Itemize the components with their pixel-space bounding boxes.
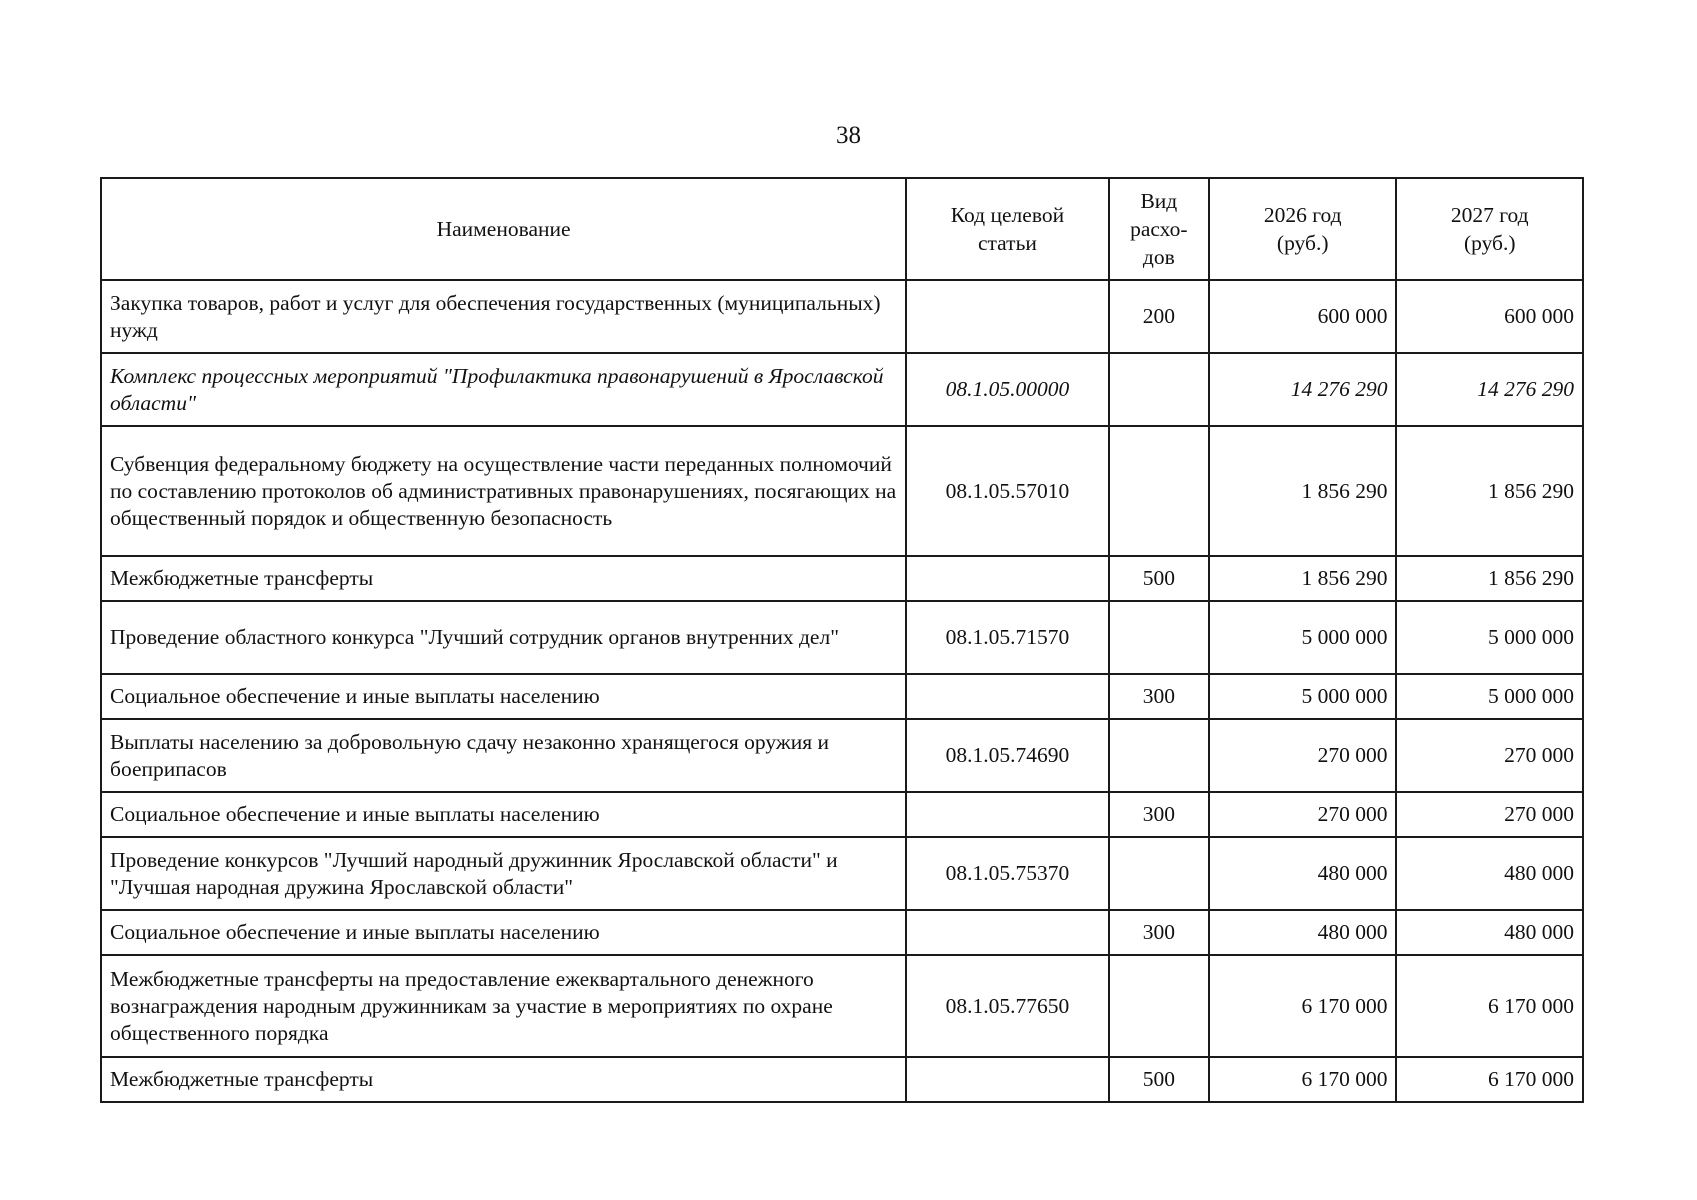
cell-2027: 14 276 290 (1396, 353, 1583, 426)
header-2027: 2027 год (руб.) (1396, 178, 1583, 280)
cell-2026: 270 000 (1209, 719, 1397, 792)
cell-2026: 270 000 (1209, 792, 1397, 837)
cell-type (1109, 353, 1209, 426)
cell-code (906, 910, 1109, 955)
cell-type: 200 (1109, 280, 1209, 353)
table-row (101, 353, 1583, 426)
table-row (101, 556, 1583, 601)
cell-type (1109, 601, 1209, 674)
cell-type (1109, 837, 1209, 910)
table-row (101, 601, 1583, 674)
cell-2027: 270 000 (1396, 792, 1583, 837)
cell-2027: 270 000 (1396, 719, 1583, 792)
page-number: 38 (836, 122, 861, 149)
table-row (101, 837, 1583, 910)
cell-2026: 14 276 290 (1209, 353, 1397, 426)
header-2026: 2026 год (руб.) (1209, 178, 1397, 280)
cell-code: 08.1.05.75370 (906, 837, 1109, 910)
cell-2026: 5 000 000 (1209, 674, 1397, 719)
cell-name: Проведение конкурсов "Лучший народный дружинник Ярославской области" и "Лучшая народная дружина Ярославской области" (101, 837, 906, 910)
table-row (101, 792, 1583, 837)
cell-2026: 1 856 290 (1209, 556, 1397, 601)
table-row (101, 280, 1583, 353)
cell-name: Социальное обеспечение и иные выплаты населению (101, 792, 906, 837)
cell-2027: 5 000 000 (1396, 674, 1583, 719)
header-code: Код целевой статьи (906, 178, 1109, 280)
cell-name: Выплаты населению за добровольную сдачу незаконно хранящегося оружия и боеприпасов (101, 719, 906, 792)
cell-type (1109, 426, 1209, 556)
cell-code: 08.1.05.77650 (906, 955, 1109, 1057)
cell-code (906, 792, 1109, 837)
cell-name: Социальное обеспечение и иные выплаты населению (101, 910, 906, 955)
cell-type: 300 (1109, 910, 1209, 955)
cell-type: 500 (1109, 1057, 1209, 1102)
table-row (101, 674, 1583, 719)
cell-name: Межбюджетные трансферты (101, 1057, 906, 1102)
cell-2026: 600 000 (1209, 280, 1397, 353)
cell-2026: 5 000 000 (1209, 601, 1397, 674)
cell-2027: 5 000 000 (1396, 601, 1583, 674)
cell-2027: 6 170 000 (1396, 1057, 1583, 1102)
table-row (101, 719, 1583, 792)
cell-2026: 480 000 (1209, 910, 1397, 955)
cell-2027: 1 856 290 (1396, 426, 1583, 556)
cell-type (1109, 719, 1209, 792)
cell-name: Комплекс процессных мероприятий "Профилактика правонарушений в Ярославской области" (101, 353, 906, 426)
cell-code (906, 674, 1109, 719)
table-row (101, 955, 1583, 1057)
cell-2027: 480 000 (1396, 910, 1583, 955)
cell-code (906, 556, 1109, 601)
budget-table (100, 177, 1584, 1103)
cell-2027: 480 000 (1396, 837, 1583, 910)
cell-code: 08.1.05.71570 (906, 601, 1109, 674)
cell-2027: 600 000 (1396, 280, 1583, 353)
cell-name: Проведение областного конкурса "Лучший сотрудник органов внутренних дел" (101, 601, 906, 674)
cell-2026: 6 170 000 (1209, 1057, 1397, 1102)
cell-code (906, 1057, 1109, 1102)
cell-2027: 1 856 290 (1396, 556, 1583, 601)
cell-code: 08.1.05.74690 (906, 719, 1109, 792)
cell-type: 300 (1109, 792, 1209, 837)
table-row (101, 426, 1583, 556)
cell-2026: 1 856 290 (1209, 426, 1397, 556)
cell-type (1109, 955, 1209, 1057)
cell-2026: 6 170 000 (1209, 955, 1397, 1057)
cell-type: 500 (1109, 556, 1209, 601)
table-row (101, 910, 1583, 955)
cell-name: Межбюджетные трансферты (101, 556, 906, 601)
cell-code: 08.1.05.57010 (906, 426, 1109, 556)
cell-2026: 480 000 (1209, 837, 1397, 910)
cell-name: Межбюджетные трансферты на предоставление ежеквартального денежного вознаграждения народным дружинникам за участие в мероприятиях по охране общественного порядка (101, 955, 906, 1057)
header-type: Вид расхо-дов (1109, 178, 1209, 280)
cell-name: Субвенция федеральному бюджету на осуществление части переданных полномочий по составлению протоколов об административных правонарушениях, посягающих на общественный порядок и общественную безопасность (101, 426, 906, 556)
cell-type: 300 (1109, 674, 1209, 719)
cell-2027: 6 170 000 (1396, 955, 1583, 1057)
cell-name: Закупка товаров, работ и услуг для обеспечения государственных (муниципальных) нужд (101, 280, 906, 353)
cell-name: Социальное обеспечение и иные выплаты населению (101, 674, 906, 719)
cell-code: 08.1.05.00000 (906, 353, 1109, 426)
cell-code (906, 280, 1109, 353)
table-row (101, 1057, 1583, 1102)
header-name: Наименование (101, 178, 906, 280)
table-header-row (101, 178, 1583, 280)
